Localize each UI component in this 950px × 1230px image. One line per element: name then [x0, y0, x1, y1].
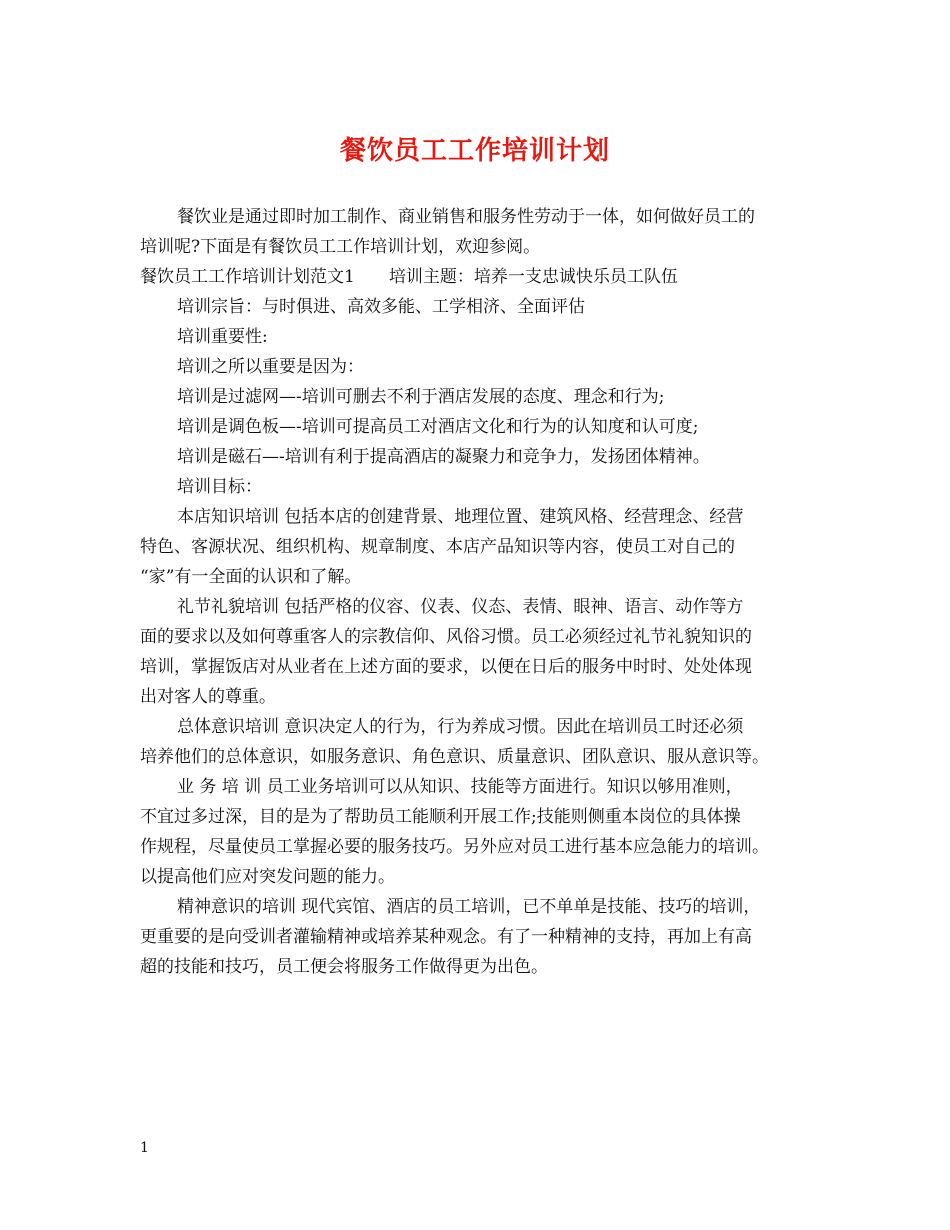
text-line: 业 务 培 训 员工业务培训可以从知识、技能等方面进行。知识以够用准则，	[177, 777, 743, 797]
text-line: 培训宗旨：与时俱进、高效多能、工学相济、全面评估	[177, 297, 585, 317]
text-line: 培训是磁石—-培训有利于提高酒店的凝聚力和竞争力，发扬团体精神。	[177, 447, 710, 467]
text-line: 特色、客源状况、组织机构、规章制度、本店产品知识等内容，使员工对自己的	[140, 537, 735, 557]
document-body	[140, 202, 820, 982]
text-line: 面的要求以及如何尊重客人的宗教信仰、风俗习惯。员工必须经过礼节礼貌知识的	[140, 627, 752, 647]
text-line: 更重要的是向受训者灌输精神或培养某种观念。有了一种精神的支持，再加上有高	[140, 927, 752, 947]
text-line: 培训之所以重要是因为：	[177, 357, 364, 377]
text-line: 培训，掌握饭店对从业者在上述方面的要求，以便在日后的服务中时时、处处体现	[140, 657, 752, 677]
text-line: 培训重要性:	[177, 327, 268, 347]
text-line: 精神意识的培训 现代宾馆、酒店的员工培训，已不单单是技能、技巧的培训，	[177, 897, 761, 917]
text-line: 培训是过滤网—-培训可删去不利于酒店发展的态度、理念和行为;	[177, 387, 665, 407]
text-line: 培训目标：	[177, 477, 262, 497]
text-line: 餐饮业是通过即时加工制作、商业销售和服务性劳动于一体，如何做好员工的	[177, 207, 755, 227]
page-number: 1	[140, 1140, 149, 1156]
text-line: 以提高他们应对突发问题的能力。	[140, 867, 395, 887]
text-line: 餐饮员工工作培训计划范文1 培训主题：培养一支忠诚快乐员工队伍	[140, 267, 678, 287]
text-line: 本店知识培训 包括本店的创建背景、地理位置、建筑风格、经营理念、经营	[177, 507, 744, 527]
text-line: 总体意识培训 意识决定人的行为，行为养成习惯。因此在培训员工时还必须	[177, 717, 744, 737]
text-line: 超的技能和技巧，员工便会将服务工作做得更为出色。	[140, 957, 548, 977]
text-line: 培训呢?下面是有餐饮员工工作培训计划，欢迎参阅。	[140, 237, 541, 257]
text-line: 礼节礼貌培训 包括严格的仪容、仪表、仪态、表情、眼神、语言、动作等方	[177, 597, 744, 617]
document-title: 餐饮员工工作培训计划	[339, 136, 610, 166]
text-line: 培训是调色板—-培训可提高员工对酒店文化和行为的认知度和认可度;	[177, 417, 699, 437]
text-line: 不宜过多过深，目的是为了帮助员工能顺利开展工作;技能则侧重本岗位的具体操	[140, 807, 741, 827]
text-line: “家”有一全面的认识和了解。	[140, 567, 362, 587]
text-line: 出对客人的尊重。	[140, 687, 276, 707]
text-line: 培养他们的总体意识，如服务意识、角色意识、质量意识、团队意识、服从意识等。	[140, 747, 769, 767]
text-line: 作规程，尽量使员工掌握必要的服务技巧。另外应对员工进行基本应急能力的培训。	[140, 837, 769, 857]
